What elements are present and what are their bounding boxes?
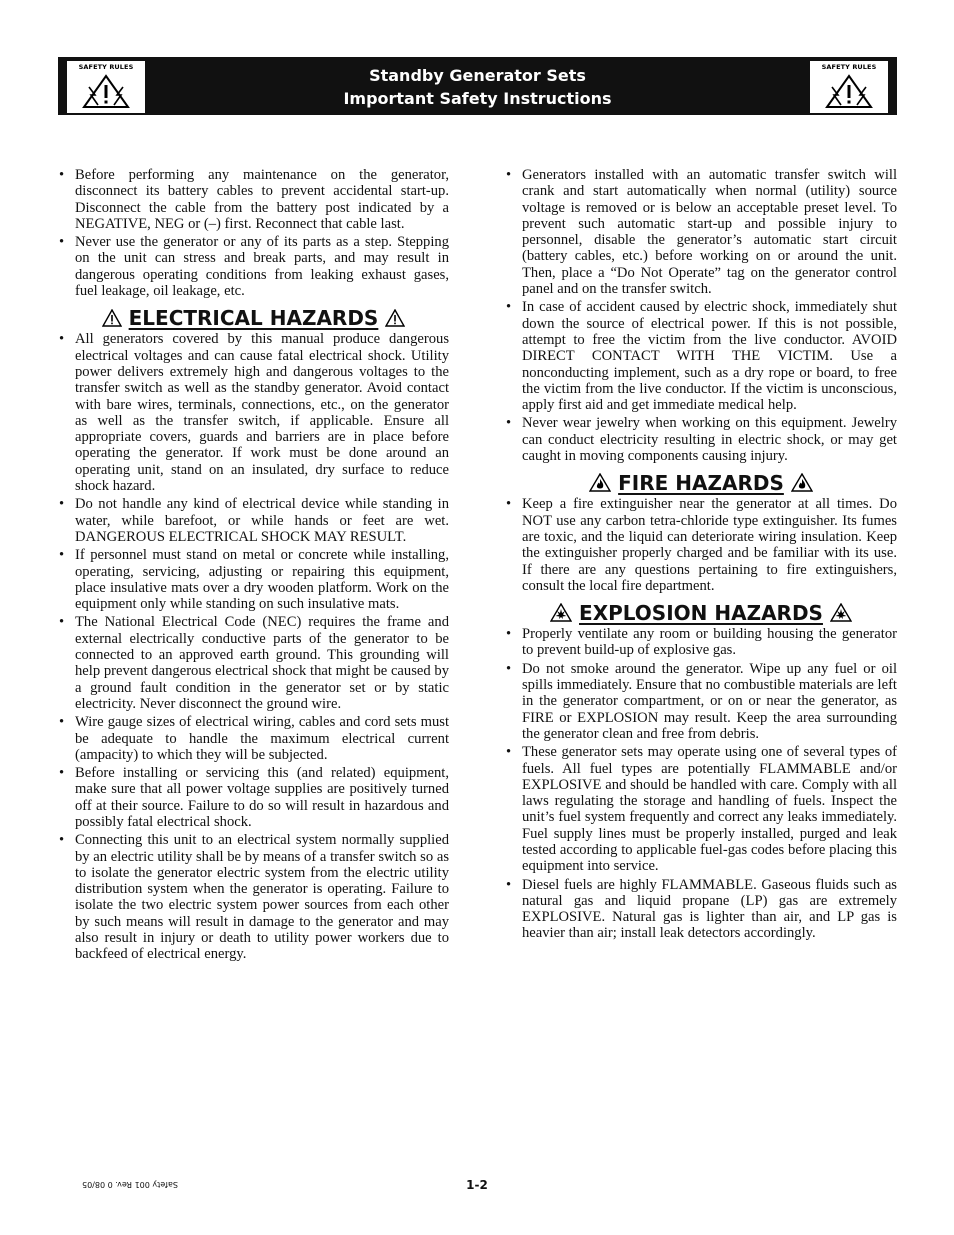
list-item: • Properly ventilate any room or building housing the generator to prevent build-up of explosive gas. [506,626,897,659]
list-item-text: All generators covered by this manual produce dangerous electrical voltages and can cause fatal electrical shock. Utility power delivers extremely high and dangerous voltages to the transfer switch as well as the standby generator. Avoid contact with bare wires, terminals, connections, etc., on the generator as well as the transfer switch, if applicable. Ensure all appropriate covers, guards and barriers are in place before operating the generator. If work must be done around an operating unit, stand on an insulated, dry surface to reduce shock hazard. [75,331,449,495]
warning-triangle-icon [385,309,405,327]
explosion-triangle-icon [550,603,572,622]
list-item-text: In case of accident caused by electric shock, immediately shut down the source of electrical power. If this is not possible, attempt to free the victim from the live conductor. AVOID DIRECT CONTACT WITH THE VICTIM. Use a nonconducting implement, such as a dry rope or board, to free the victim from the live conductor. If the victim is unconscious, apply first aid and get immediate medical help. [522,299,897,414]
list-item: • These generator sets may operate using one of several types of fuels. All fuel types are potentially FLAMMABLE and/or EXPLOSIVE and should be handled with care. Comply with all laws regulating the storage and handling of fuels. Inspect the unit’s fuel system frequently and correct any leaks immediately. Fuel supply lines must be properly installed, purged and leak tested according to applicable fuel-gas codes before placing this equipment into service. [506,744,897,875]
doc-code-text: Safety 001 Rev. 0 08/05 [82,1180,178,1189]
explosion-hazards-heading [505,600,897,626]
explosion-triangle-icon [830,603,852,622]
heading-text: FIRE HAZARDS [618,471,784,496]
list-item: • Never wear jewelry when working on this equipment. Jewelry can conduct electricity resulting in electric shock, or may get caught in moving components causing injury. [506,415,897,465]
list-item-text: Properly ventilate any room or building housing the generator to prevent build-up of explosive gas. [522,626,897,659]
warning-triangle-icon [824,73,874,109]
electrical-hazards-list [58,331,449,962]
list-item-text: Generators installed with an automatic transfer switch will crank and start automatically when normal (utility) source voltage is removed or is below an acceptable preset level. To prevent such automatic start-up and possible injury to personnel, disable the generator’s automatic start circuit (battery cables, etc.) before working on or around the unit. Then, place a “Do Not Operate” tag on the generator control panel and on the transfer switch. [522,167,897,298]
right-column [505,167,897,944]
list-item: • Wire gauge sizes of electrical wiring, cables and cord sets must be adequate to handle the maximum electrical current (ampacity) to which they will be subjected. [59,714,449,763]
list-item: • In case of accident caused by electric shock, immediately shut down the source of electrical power. If this is not possible, attempt to free the victim from the live conductor. AVOID DIRECT CONTACT WITH THE VICTIM. Use a nonconducting implement, such as a dry rope or board, to free the victim from the live conductor. If the victim is unconscious, apply first aid and get immediate medical help. [506,299,897,414]
list-item-text: Before installing or servicing this (and related) equipment, make sure that all power voltage supplies are positively turned off at their source. Failure to do so will result in hazardous and possibly fatal electrical shock. [75,765,449,830]
list-item-text: Do not handle any kind of electrical device while standing in water, while barefoot, or while hands or feet are wet. DANGEROUS ELECTRICAL SHOCK MAY RESULT. [75,496,449,545]
header-title-line2: Important Safety Instructions [343,89,612,108]
intro-list-right [505,167,897,464]
heading-text: EXPLOSION HAZARDS [579,601,823,626]
list-item: • All generators covered by this manual produce dangerous electrical voltages and can cause fatal electrical shock. Utility power delivers extremely high and dangerous voltages to the transfer switch as well as the standby generator. Avoid contact with bare wires, terminals, connections, etc., on the generator as well as the transfer switch, if applicable. Ensure all appropriate covers, guards and barriers are in place before operating the generator. If work must be done around an operating unit, stand on an insulated, dry surface to reduce shock hazard. [59,331,449,495]
list-item: • Connecting this unit to an electrical system normally supplied by an electric utility shall be by means of a transfer switch so as to isolate the generator electric system from the electric utility distribution system when the generator is operating. Failure to isolate the two electric system power sources from each other by such means will result in damage to the generator and may also result in injury or death to utility power workers due to backfeed of electrical energy. [59,832,449,963]
list-item: • Keep a fire extinguisher near the generator at all times. Do NOT use any carbon tetra-chloride type extinguisher. Its fumes are toxic, and the liquid can deteriorate wiring insulation. Keep the extinguisher properly charged and be familiar with its use. If there are any questions pertaining to fire extinguishers, consult the local fire department. [506,496,897,594]
list-item-text: Never wear jewelry when working on this equipment. Jewelry can conduct electricity resulting in electric shock, or may get caught in moving components causing injury. [522,415,897,465]
page-number: 1-2 [466,1178,488,1192]
list-item: • Diesel fuels are highly FLAMMABLE. Gaseous fluids such as natural gas and liquid propane (LP) gas are extremely EXPLOSIVE. Natural gas is lighter than air, and LP gas is heavier than air; install leak detectors accordingly. [506,876,897,942]
list-item-text: These generator sets may operate using one of several types of fuels. All fuel types are potentially FLAMMABLE and/or EXPLOSIVE and should be handled with care. Comply with all laws regulating the storage and handling of fuels. Inspect the unit’s fuel system frequently and correct any leaks immediately. Fuel supply lines must be properly installed, purged and leak tested according to applicable fuel-gas codes before placing this equipment into service. [522,744,897,875]
flame-triangle-icon [791,473,813,492]
list-item-text: The National Electrical Code (NEC) requires the frame and external electrically conductive parts of the generator to be connected to an approved earth ground. This grounding will help prevent dangerous electrical shock that might be caused by a ground fault condition in the generator set or by static electricity. Never disconnect the ground wire. [75,614,449,712]
list-item: • The National Electrical Code (NEC) requires the frame and external electrically conductive parts of the generator to be connected to an approved earth ground. This grounding will help prevent dangerous electrical shock that might be caused by a ground fault condition in the generator set or by static electricity. Never disconnect the ground wire. [59,614,449,712]
list-item-text: If personnel must stand on metal or concrete while installing, operating, servicing, adjusting or repairing this equipment, place insulative mats over a dry wooden platform. Work on the equipment only while standing on such insulative mats. [75,547,449,613]
list-item: • Do not handle any kind of electrical device while standing in water, while barefoot, or while hands or feet are wet. DANGEROUS ELECTRICAL SHOCK MAY RESULT. [59,496,449,545]
list-item: • Before performing any maintenance on the generator, disconnect its battery cables to prevent accidental start-up. Disconnect the cable from the battery post indicated by a NEGATIVE, NEG or (–) first. Reconnect that cable last. [59,167,449,232]
list-item-text: Never use the generator or any of its parts as a step. Stepping on the unit can stress and break parts, and may result in dangerous operating conditions from leaking exhaust gases, fuel leakage, oil leakage, etc. [75,234,449,300]
list-item-text: Connecting this unit to an electrical system normally supplied by an electric utility shall be by means of a transfer switch so as to isolate the generator electric system from the electric utility distribution system when the generator is operating. Failure to isolate the two electric system power sources from each other by such means will result in damage to the generator and may also result in injury or death to utility power workers due to backfeed of electrical energy. [75,832,449,963]
list-item: • Before installing or servicing this (and related) equipment, make sure that all power voltage supplies are positively turned off at their source. Failure to do so will result in hazardous and possibly fatal electrical shock. [59,765,449,830]
flame-triangle-icon [589,473,611,492]
safety-rules-badge-right [810,61,888,113]
badge-label: SAFETY RULES [78,63,134,71]
fire-hazards-list [505,496,897,594]
list-item-text: Wire gauge sizes of electrical wiring, cables and cord sets must be adequate to handle the maximum electrical current (ampacity) to which they will be subjected. [75,714,449,763]
header-title-line1: Standby Generator Sets [369,66,586,85]
left-column [58,167,449,965]
list-item-text: Before performing any maintenance on the generator, disconnect its battery cables to prevent accidental start-up. Disconnect the cable from the battery post indicated by a NEGATIVE, NEG or (–) first. Reconnect that cable last. [75,167,449,232]
electrical-hazards-heading [58,305,449,331]
badge-label: SAFETY RULES [821,63,877,71]
list-item-text: Diesel fuels are highly FLAMMABLE. Gaseous fluids such as natural gas and liquid propane (LP) gas are extremely EXPLOSIVE. Natural gas is lighter than air, and LP gas is heavier than air; install leak detectors accordingly. [522,876,897,942]
list-item: • If personnel must stand on metal or concrete while installing, operating, servicing, adjusting or repairing this equipment, place insulative mats over a dry wooden platform. Work on the equipment only while standing on such insulative mats. [59,547,449,613]
list-item-text: Keep a fire extinguisher near the generator at all times. Do NOT use any carbon tetra-chloride type extinguisher. Its fumes are toxic, and the liquid can deteriorate wiring insulation. Keep the extinguisher properly charged and be familiar with its use. If there are any questions pertaining to fire extinguishers, consult the local fire department. [522,496,897,594]
page-header [58,57,897,115]
heading-text: ELECTRICAL HAZARDS [128,306,379,331]
intro-list-left [58,167,449,299]
list-item: • Never use the generator or any of its parts as a step. Stepping on the unit can stress and break parts, and may result in dangerous operating conditions from leaking exhaust gases, fuel leakage, oil leakage, etc. [59,234,449,300]
explosion-hazards-list [505,626,897,942]
list-item: • Do not smoke around the generator. Wipe up any fuel or oil spills immediately. Ensure that no combustible materials are left in the generator compartment, or on or near the generator, as FIRE or EXPLOSION may result. Keep the area surrounding the generator clean and free from debris. [506,660,897,742]
warning-triangle-icon [102,309,122,327]
fire-hazards-heading [505,470,897,496]
header-title [58,64,897,110]
list-item: • Generators installed with an automatic transfer switch will crank and start automatically when normal (utility) source voltage is removed or is below an acceptable preset level. To prevent such automatic start-up and possible injury to personnel, disable the generator’s automatic start circuit (battery cables, etc.) before working on or around the unit. Then, place a “Do Not Operate” tag on the generator control panel and on the transfer switch. [506,167,897,298]
list-item-text: Do not smoke around the generator. Wipe up any fuel or oil spills immediately. Ensure that no combustible materials are left in the generator compartment, or on or near the generator, as FIRE or EXPLOSION may result. Keep the area surrounding the generator clean and free from debris. [522,660,897,742]
